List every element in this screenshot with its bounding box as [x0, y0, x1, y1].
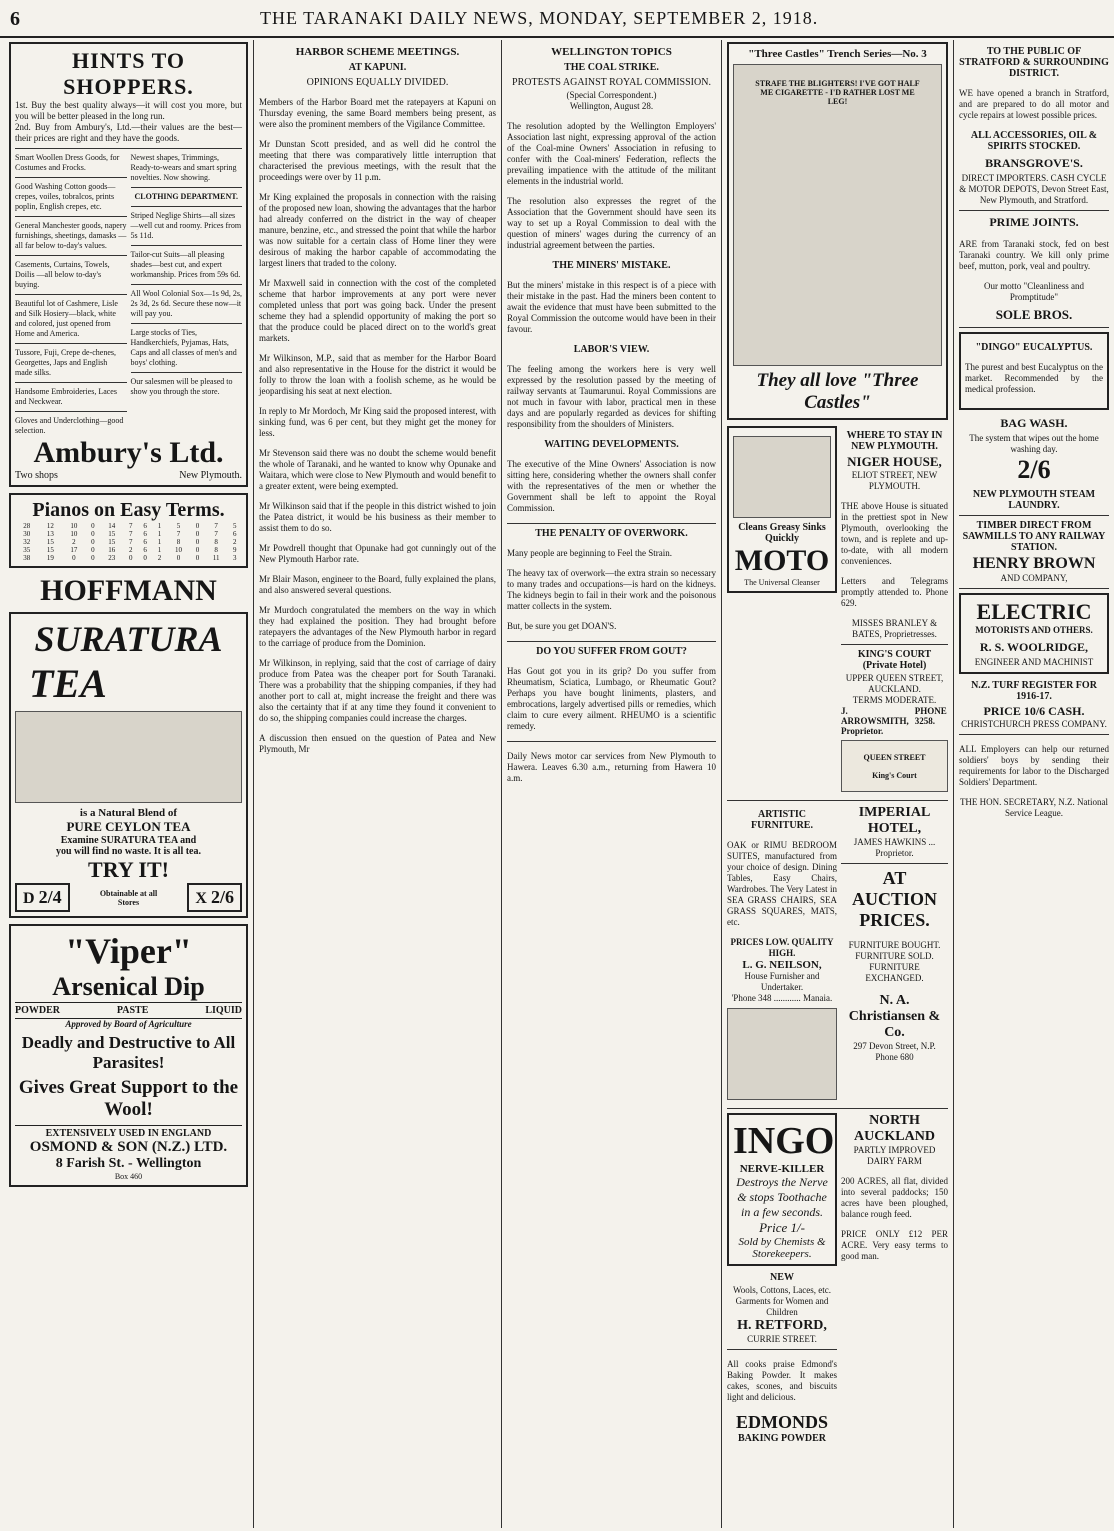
ingo-sold: Sold by Chemists & Storekeepers. [738, 1236, 826, 1260]
timber-heading: TIMBER DIRECT FROM SAWMILLS TO ANY RAILWAY STATION. [962, 520, 1106, 553]
henry-sub: AND COMPANY, [1000, 573, 1068, 583]
viper-ad [9, 924, 248, 1187]
henry-heading: HENRY BROWN [972, 555, 1096, 572]
imperial-heading: IMPERIAL HOTEL, [858, 805, 931, 836]
castles-tagline: They all love "Three Castles" [756, 370, 919, 413]
retford-street: CURRIE STREET. [747, 1334, 817, 1344]
imperial-proprietor: JAMES HAWKINS ... Proprietor. [853, 837, 936, 858]
kings-phone: PHONE 3258. [914, 706, 947, 726]
viper-heading: "Viper" [65, 931, 192, 971]
moto-sub: The Universal Cleanser [744, 578, 820, 587]
table-row: 30 13 10 0 15 7 6 1 7 0 7 6 [23, 530, 237, 538]
newspaper-title: THE TARANAKI DAILY NEWS, MONDAY, SEPTEMBER 2, 1918. [260, 8, 819, 28]
prime-text: ARE from Taranaki stock, fed on best Taranaki country. We kill only prime beef, mutton, pork, veal and poultry. [959, 239, 1109, 271]
turf-publisher: CHRISTCHURCH PRESS COMPANY. [961, 719, 1107, 729]
stratford-heading: TO THE PUBLIC OF STRATFORD & SURROUNDING DISTRICT. [959, 46, 1109, 79]
new-heading: NEW [770, 1272, 794, 1283]
suratura-pure: PURE CEYLON TEA [66, 819, 191, 834]
section-heading: LABOR'S VIEW. [573, 344, 650, 355]
auction-heading-1: AT AUCTION [851, 868, 937, 909]
electric-sub: MOTORISTS AND OTHERS. [975, 625, 1093, 635]
prime-heading: PRIME JOINTS. [989, 215, 1079, 229]
column-2 [254, 40, 502, 1528]
form-powder: POWDER [15, 1005, 60, 1016]
ambury-town: New Plymouth. [179, 470, 242, 481]
article-paragraph: The executive of the Mine Owners' Association is now sitting here, considering whether the owners shall confer with the representatives of the men or whether the Government shall be left to appoint the Royal Commission. [507, 459, 716, 513]
goods-item: Casements, Curtains, Towels, Doilis —all below to-day's buying. [15, 260, 110, 289]
quality-x-badge: X 2/6 [187, 883, 242, 912]
pianos-ad [9, 493, 248, 568]
christiansen-address: 297 Devon Street, N.P. [853, 1041, 936, 1051]
moto-clean: Cleans Greasy Sinks Quickly [738, 522, 826, 544]
goods-item: Striped Neglige Shirts—all sizes—well cut and roomy. Prices from 5s 11d. [130, 211, 242, 240]
page-number: 6 [10, 8, 20, 30]
goods-item: Our salesmen will be pleased to show you through the store. [130, 377, 233, 396]
suratura-ad [9, 612, 248, 918]
column-1 [4, 40, 254, 1528]
christiansen-name: N. A. Christiansen & Co. [848, 993, 941, 1040]
niger-text: THE above House is situated in the prettiest spot in New Plymouth, overlooking the town, and is replete and up-to-date, with all modern conveniences. [841, 501, 948, 566]
ambury-heading: Ambury's Ltd. [33, 436, 224, 469]
section-heading: THE PENALTY OF OVERWORK. [535, 528, 688, 539]
woolridge-sub: ENGINEER AND MACHINIST [974, 657, 1094, 667]
column-3 [502, 40, 722, 1528]
retford-name: H. RETFORD, [737, 1318, 827, 1333]
article-paragraph: The feeling among the workers here is very well expressed by the resolution passed by the meeting of railway servants at Taumarunui. Royal Commissions are not much in favour with labor, practical men in these days and are popularly regarded as devices for shifting responsibility from the shoulders of Ministers. [507, 364, 716, 429]
goods-item: Handsome Embroideries, Laces and Neckwear. [15, 387, 117, 406]
article-subhead: AT KAPUNI. [348, 62, 407, 73]
map-street-label: QUEEN STREET [863, 753, 926, 762]
north-heading: NORTH AUCKLAND [854, 1113, 935, 1144]
column-4 [722, 40, 954, 1528]
soldiers-text: ALL Employers can help our returned soldiers' boys by sending their requirements for labor to the Discharged Soldiers' Department. [959, 744, 1109, 787]
approved-line: Approved by Board of Agriculture [65, 1019, 192, 1029]
niger-street: ELIOT STREET, NEW PLYMOUTH. [851, 470, 938, 491]
article-paragraph: Mr Maxwell said in connection with the cost of the completed scheme that harbor improvements at any port were never completed unless that port was going back. Under the present scheme they had a splendid opportunity of making the port so that the produce could be placed direct on to the world's great markets. [259, 278, 496, 343]
hints-title: HINTS TO SHOPPERS. [63, 48, 194, 99]
hints-ad [9, 42, 248, 487]
arsenical-heading: Arsenical Dip [52, 972, 205, 1001]
goods-item: Beautiful lot of Cashmere, Lisle and Silk Hosiery—black, white and colored, just opened from Home and America. [15, 299, 118, 338]
kings-terms: TERMS MODERATE. [852, 695, 937, 705]
edmonds-sub: BAKING POWDER [737, 1433, 827, 1444]
article-paragraph: Mr Powdrell thought that Opunake had got cunningly out of the New Plymouth Harbor rate. [259, 543, 496, 564]
kings-address: UPPER QUEEN STREET, AUCKLAND. [845, 673, 944, 694]
article-paragraph: Has Gout got you in its grip? Do you suffer from Rheumatism, Sciatica, Lumbago, or Rheumatic Gout? Perhaps you have bought liniments, plasters, and embrocations, largely advertised pills or remedies, which claim to cure every ailment. RHEUMO is a scientific remedy. [507, 666, 716, 731]
pianos-title: Pianos on Easy Terms. [32, 499, 225, 521]
dingo-text: The purest and best Eucalyptus on the market. Recommended by the medical profession. [965, 362, 1103, 394]
article-paragraph: Mr Wilkinson said that if the people in this district wished to join the Patea district, it would be his business as their member to assist them to do so. [259, 501, 496, 533]
masthead [0, 0, 1114, 38]
article-paragraph: Mr Stevenson said there was no doubt the scheme would benefit the whole of Taranaki, and he wanted to know why Opunake and Waitara, which were close to New Plymouth and would benefit to a greater extent, were being exempted. [259, 448, 496, 491]
secretary-line: THE HON. SECRETARY, N.Z. National Service League. [959, 797, 1109, 818]
dingo-ad [959, 332, 1109, 410]
article-subhead: THE COAL STRIKE. [564, 62, 659, 73]
neilson-name: L. G. NEILSON, [742, 959, 822, 971]
dateline: Wellington, August 28. [569, 101, 654, 111]
neilson-phone: 'Phone 348 ............ Manaia. [731, 993, 833, 1003]
article-paragraph: Mr Wilkinson, M.P., said that as member for the Harbor Board and also representative in the House for the district it would be folly to throw the loan with a foolish scheme, as he would be jeopardising his seat at next election. [259, 353, 496, 396]
dingo-heading: "DINGO" EUCALYPTUS. [975, 342, 1093, 353]
niger-phone: Letters and Telegrams promptly attended to. Phone 629. [841, 576, 948, 608]
table-row: 35 15 17 0 16 2 6 1 10 0 8 9 [23, 546, 237, 554]
stratford-text: WE have opened a branch in Stratford, and are prepared to do all motor and cycle repairs at lowest possible prices. [959, 88, 1109, 120]
osmond-name: OSMOND & SON (N.Z.) LTD. [29, 1139, 228, 1155]
article-subhead-2: OPINIONS EQUALLY DIVIDED. [306, 77, 449, 88]
artistic-heading: ARTISTIC FURNITURE. [751, 809, 813, 831]
goods-item: Smart Woollen Dress Goods, for Costumes and Frocks. [15, 153, 120, 172]
auction-heading-2: PRICES. [859, 910, 930, 930]
article-paragraph: The resolution also expresses the regret of the Association that the Government should have seen its way to set up a Royal Commission to deal with the question of miners' wages during the currency of an industrial agreement between the parties. [507, 196, 716, 250]
article-paragraph: Mr Blair Mason, engineer to the Board, fully explained the plans, and also answered several questions. [259, 574, 496, 595]
article-headline: WELLINGTON TOPICS [551, 46, 672, 58]
hint-1: 1st. Buy the best quality always—it will cost you more, but you will be better pleased in the long run. [15, 100, 242, 121]
quality-d-badge: D 2/4 [15, 883, 70, 912]
suratura-line1: SURATURA [34, 619, 223, 659]
ingo-ad [727, 1113, 837, 1266]
moto-ad [727, 426, 837, 593]
farish-address: 8 Farish St. - Wellington [55, 1156, 202, 1171]
new-text: Wools, Cottons, Laces, etc. [732, 1285, 831, 1295]
electric-ad [959, 593, 1109, 674]
deadly-line: Deadly and Destructive to All Parasites! [21, 1033, 236, 1072]
north-sub: PARTLY IMPROVED DAIRY FARM [853, 1145, 936, 1166]
goods-item: Large stocks of Ties, Handkerchiefs, Pyjamas, Hats, Caps and all classes of men's and boys' clothing. [130, 328, 237, 367]
article-paragraph: Mr Murdoch congratulated the members on the way in which they had explained the position. They had brought before ratepayers the advantages of the New Plymouth harbor in regard to the carriage of produce from the Dominion. [259, 605, 496, 648]
north-price: PRICE ONLY £12 PER ACRE. Very easy terms to good man. [841, 1229, 948, 1261]
auction-text: FURNITURE BOUGHT. FURNITURE SOLD. FURNITURE EXCHANGED. [848, 940, 941, 983]
suratura-blend: is a Natural Blend of [79, 807, 178, 819]
turf-heading: N.Z. TURF REGISTER FOR 1916-17. [971, 680, 1097, 702]
suratura-examine: Examine SURATURA TEA and [60, 835, 197, 846]
castles-title: "Three Castles" Trench Series—No. 3 [748, 48, 927, 60]
extensively-line: EXTENSIVELY USED IN ENGLAND [15, 1125, 242, 1139]
turf-price: PRICE 10/6 CASH. [983, 704, 1085, 718]
kings-heading: KING'S COURT (Private Hotel) [857, 649, 932, 671]
bag-heading: BAG WASH. [1000, 416, 1068, 430]
hint-2: 2nd. Buy from Ambury's, Ltd.—their values are the best—their prices are right and they have the goods. [15, 122, 242, 143]
prices-low: PRICES LOW. QUALITY HIGH. [730, 937, 834, 958]
where-heading: WHERE TO STAY IN NEW PLYMOUTH. [846, 430, 943, 452]
article-paragraph: Many people are beginning to Feel the Strain. [507, 548, 672, 558]
bag-price: 2/6 [1017, 455, 1051, 484]
moto-heading: MOTO [734, 544, 830, 577]
man-with-tea-tin-illustration [15, 711, 242, 803]
article-paragraph: Members of the Harbor Board met the ratepayers at Kapuni on Thursday evening, the same Board members being present, as were also the prominent members of the Vigilance Committee. [259, 97, 496, 129]
article-paragraph: Mr Wilkinson, in replying, said that the cost of carriage of dairy produce from Patea was the cheaper port for South Taranaki. There was a probability that the shipping companies, if they had another port to call at, might increase the freight and there was also the certainty that if at any time they found it convenient to do so, the shipping companies could increase the charges. [259, 658, 496, 723]
correspondent-line: (Special Correspondent.) [566, 90, 657, 100]
goods-item: Tailor-cut Suits—all pleasing shades—best cut, and expert workmanship. Prices from 59s 6d. [130, 250, 241, 279]
form-paste: PASTE [116, 1005, 149, 1016]
section-heading: WAITING DEVELOPMENTS. [544, 439, 679, 450]
kings-proprietor: J. ARROWSMITH, Proprietor. [841, 706, 909, 736]
goods-item: Good Washing Cotton goods—crepes, voiles, tobralcos, prints poplin, English crepes, etc. [15, 182, 116, 211]
ingo-text: Destroys the Nerve & stops Toothache in a few seconds. [736, 1175, 828, 1219]
ingo-price: Price 1/- [759, 1220, 805, 1235]
goods-item: Gloves and Underclothing—good selection. [15, 416, 124, 435]
new-text-2: Garments for Women and Children [735, 1296, 829, 1317]
article-paragraph: A discussion then ensued on the question of Patea and New Plymouth, Mr [259, 733, 496, 754]
section-heading: THE MINERS' MISTAKE. [552, 260, 671, 271]
bag-text: The system that wipes out the home washing day. [969, 433, 1099, 454]
article-headline: HARBOR SCHEME MEETINGS. [295, 46, 460, 58]
niger-proprietors: MISSES BRANLEY & BATES, Proprietresses. [851, 618, 938, 639]
piano-price-table [15, 522, 242, 562]
column-5 [954, 40, 1114, 1528]
artistic-text: OAK or RIMU BEDROOM SUITES, manufactured from your choice of design. Dining Tables, Easy Chairs, Wardrobes. The Very Latest in SEA GRASS CHAIRS, SEA GRASS SQUARES, MATS, etc. [727, 840, 837, 927]
article-paragraph: The heavy tax of overwork—the extra strain so necessary to many trades and occupations—is hard on the kidneys. The kidneys begin to fail in their work and the poisonous matter collects in the system. [507, 568, 716, 611]
bransgrove-heading: BRANSGROVE'S. [985, 156, 1083, 170]
goods-item: CLOTHING DEPARTMENT. [134, 192, 238, 201]
table-row: 38 19 0 0 23 0 0 2 0 0 11 3 [23, 554, 237, 562]
neilson-sub: House Furnisher and Undertaker. [744, 971, 820, 992]
suratura-line2: TEA [29, 661, 107, 706]
speech-bubble: STRAFE THE BLIGHTERS! I'VE GOT HALF ME CIGARETTE - I'D RATHER LOST ME LEG! [755, 79, 920, 106]
form-liquid: LIQUID [205, 1005, 242, 1016]
try-it: TRY IT! [88, 857, 169, 882]
woman-cleaning-illustration [733, 436, 831, 518]
suratura-waste: you will find no waste. It is all tea. [55, 846, 201, 857]
edmonds-heading: EDMONDS [735, 1412, 828, 1432]
electric-heading: ELECTRIC [976, 599, 1092, 624]
motto-line: Our motto "Cleanliness and Promptitude" [984, 281, 1084, 302]
laundry-name: NEW PLYMOUTH STEAM LAUNDRY. [972, 489, 1096, 511]
goods-item: General Manchester goods, napery furnishings, sheetings, damasks —all far below to-day's values. [15, 221, 127, 250]
obtainable-text: Obtainable at all Stores [99, 888, 158, 907]
goods-item: All Wool Colonial Sox—1s 9d, 2s, 2s 3d, 2s 6d. Secure these now—it will pay you. [130, 289, 242, 318]
soldier-illustration [733, 64, 942, 366]
article-paragraph: Mr King explained the proposals in connection with the raising of the proposed new loan, showing the advantages that the harbor had already conferred on the district in the way of cheaper manure, benzine, etc., and stressed the point that while the harbor was now suitable for a certain class of Home liner they were desirous of making the harbor capable of accommodating the largest liners that traded to the colony. [259, 192, 496, 268]
article-paragraph: Mr Dunstan Scott presided, and as well did he control the meeting that there was comparatively little interruption that characterised the previous meetings, with the result that the proceedings were over by 11 p.m. [259, 139, 496, 182]
gives-line: Gives Great Support to the Wool! [18, 1077, 239, 1120]
article-paragraph: But, be sure you get DOAN'S. [507, 621, 617, 631]
accessories-line: ALL ACCESSORIES, OIL & SPIRITS STOCKED. [970, 130, 1098, 152]
table-row: 28 12 10 0 14 7 6 1 5 0 7 5 [23, 522, 237, 530]
map-court-label: King's Court [872, 771, 917, 780]
goods-item: Newest shapes, Trimmings, Ready-to-wears and smart spring novelties. Now showing. [130, 153, 237, 182]
goods-item: Tussore, Fuji, Crepe de-chenes, Georgettes, Japs and English made silks. [15, 348, 117, 377]
christiansen-phone: Phone 680 [875, 1052, 914, 1062]
article-paragraph: Daily News motor car services from New Plymouth to Hawera. Leaves 6.30 a.m., returning from Hawera 10 a.m. [507, 751, 716, 783]
edmonds-text: All cooks praise Edmond's Baking Powder. It makes cakes, scones, and biscuits light and delicious. [727, 1359, 837, 1402]
table-row: 32 15 2 0 15 7 6 1 8 0 8 2 [23, 538, 237, 546]
article-paragraph: The resolution adopted by the Wellington Employers' Association last night, expressing approval of the action of the Coal-mine Owners' Association in refusing to confer with the Coal-miners' Federation, reflects the prevailing impatience with the attitude of the militant elements in the industrial world. [507, 121, 716, 186]
ingo-heading: INGO [733, 1120, 835, 1162]
sole-heading: SOLE BROS. [995, 307, 1073, 322]
section-heading: DO YOU SUFFER FROM GOUT? [536, 646, 687, 657]
north-text: 200 ACRES, all flat, divided into several paddocks; 150 acres have been ploughed, balance rough feed. [841, 1176, 948, 1219]
article-paragraph: But the miners' mistake in this respect is of a piece with their mistake in the past. Had the miners been content to await the evidence that must have been submitted to the Royal Commission the outcome would have been in their favour. [507, 280, 716, 334]
goods-grid [15, 153, 242, 436]
ingo-sub: NERVE-KILLER [739, 1163, 825, 1175]
bransgrove-text: DIRECT IMPORTERS. CASH CYCLE & MOTOR DEPOTS, Devon Street East, New Plymouth, and Stratford. [959, 173, 1109, 205]
ambury-shops: Two shops [15, 470, 58, 481]
three-castles-ad [727, 42, 948, 420]
woolridge-name: R. S. WOOLRIDGE, [979, 640, 1089, 654]
hoffmann-heading: HOFFMANN [40, 574, 217, 607]
girl-illustration [727, 1008, 837, 1100]
box-number: Box 460 [114, 1172, 143, 1181]
article-subhead-2: PROTESTS AGAINST ROYAL COMMISSION. [512, 77, 711, 88]
niger-heading: NIGER HOUSE, [847, 454, 942, 469]
article-paragraph: In reply to Mr Mordoch, Mr King said the proposed interest, with sinking fund, was 6 per cent, but they might get the money for less. [259, 406, 496, 438]
street-map [841, 740, 948, 792]
